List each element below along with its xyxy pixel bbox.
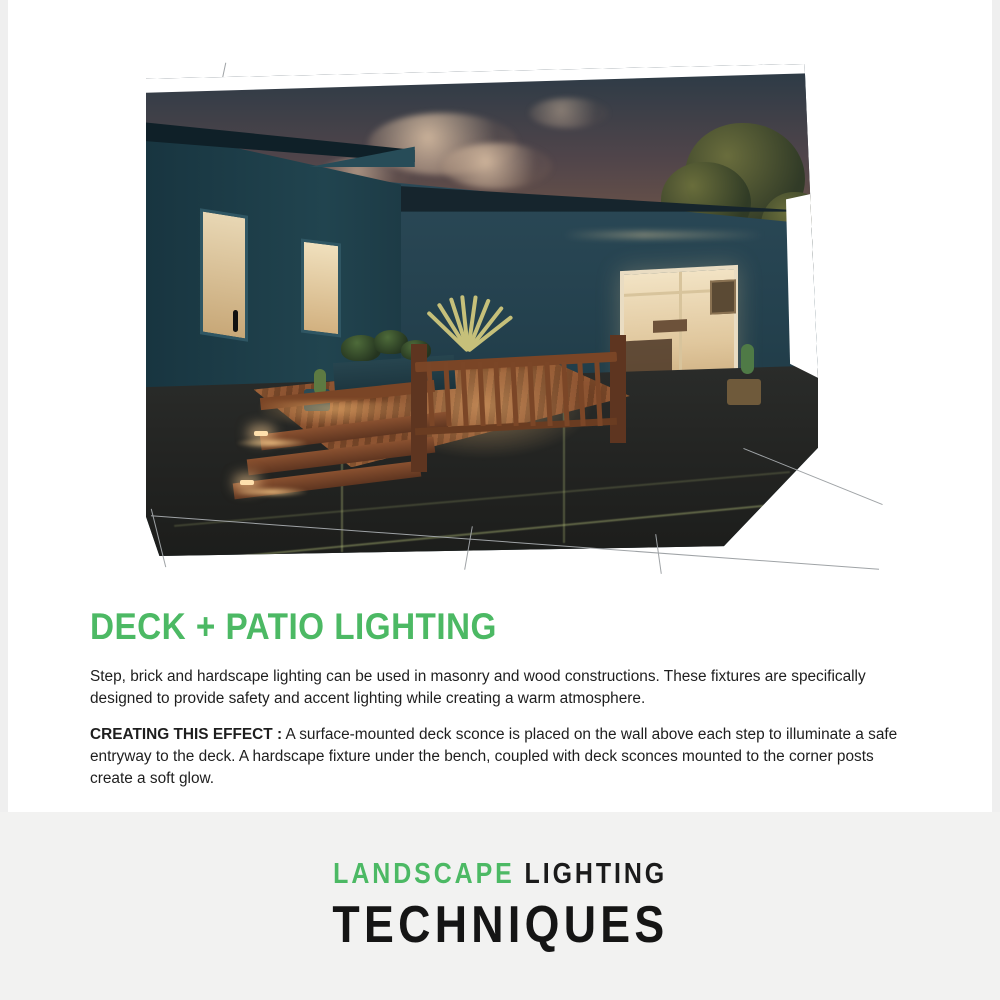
deck-sconce-fixture xyxy=(254,431,268,436)
footer-line-1 xyxy=(333,858,667,891)
planter-pot xyxy=(727,379,761,405)
effect-label: CREATING THIS EFFECT : xyxy=(90,726,283,743)
cloud xyxy=(442,143,552,189)
intro-paragraph: Step, brick and hardscape lighting can be used in masonry and wood constructions. These fixtures are specifically designed to provide safety and accent lighting while creating a warm atmosphere. xyxy=(90,668,866,707)
footer-word-landscape: LANDSCAPE xyxy=(333,857,515,890)
footer-word-lighting: LIGHTING xyxy=(524,857,667,890)
content-sheet xyxy=(8,0,992,812)
yucca-plant xyxy=(422,241,512,351)
paver-joint xyxy=(161,501,803,556)
deck-sconce-fixture xyxy=(240,480,254,485)
interior-table xyxy=(653,319,687,333)
mask-cutout xyxy=(786,192,818,379)
door-handle xyxy=(233,310,238,332)
step-light-glow xyxy=(237,487,307,497)
footer-line-2: TECHNIQUES xyxy=(331,895,669,954)
interior-wall-art xyxy=(710,280,736,315)
page-title: DECK + PATIO LIGHTING xyxy=(90,606,497,647)
hero-frame xyxy=(146,64,818,556)
window-left xyxy=(200,208,248,342)
effect-paragraph xyxy=(90,724,914,790)
hero-illustration xyxy=(138,56,878,566)
effect-text: A surface-mounted deck sconce is placed on the wall above each step to illuminate a safe entryway to the deck. A hardscape fixture under the bench, coupled with deck sconces mounted to the corner posts create a soft glow. xyxy=(90,726,898,787)
corner-post xyxy=(610,335,626,443)
text-content xyxy=(90,606,920,804)
interior-chair xyxy=(626,338,672,374)
footer-band xyxy=(0,812,1000,1000)
door-left xyxy=(301,239,341,338)
wall-glow xyxy=(563,231,765,239)
cactus xyxy=(741,344,754,374)
footer-lockup xyxy=(0,812,1000,1000)
step-light-glow xyxy=(237,438,307,448)
